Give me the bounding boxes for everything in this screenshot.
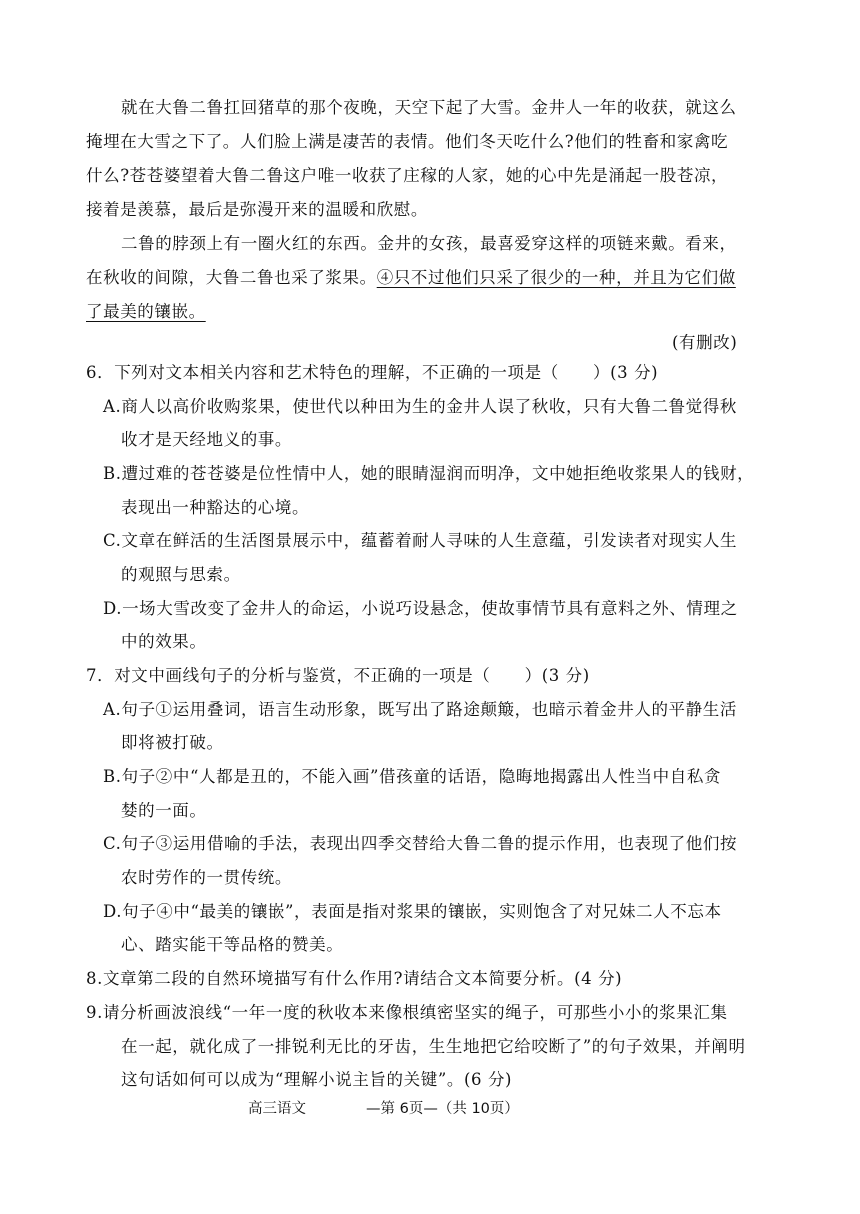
question-9-line: 9.请分析画波浪线“一年一度的秋收本来像根缜密坚实的绳子，可那些小小的浆果汇集 <box>86 1003 728 1022</box>
passage-line <box>86 298 206 322</box>
question-7-option-d: D.句子④中“最美的镶嵌”，表面是指对浆果的镶嵌，实则饱含了对兄妹二人不忘本 <box>103 902 722 921</box>
question-7-option-c-cont: 农时劳作的一贯传统。 <box>121 868 292 887</box>
question-6-option-c: C.文章在鲜活的生活图景展示中，蕴蓄着耐人寻味的人生意蕴，引发读者对现实人生 <box>103 531 738 550</box>
passage-line: 什么?苍苍婆望着大鲁二鲁这户唯一收获了庄稼的人家，她的心中先是涌起一股苍凉， <box>86 166 729 185</box>
question-6-option-a: A.商人以高价收购浆果，使世代以种田为生的金井人误了秋收，只有大鲁二鲁觉得秋 <box>103 397 737 416</box>
passage-line: 接着是羡慕，最后是弥漫开来的温暖和欣慰。 <box>86 200 428 219</box>
passage-line: 就在大鲁二鲁扛回猪草的那个夜晚，天空下起了大雪。金井人一年的收获，就这么 <box>121 98 737 117</box>
question-6-option-c-cont: 的观照与思索。 <box>121 565 241 584</box>
question-6-option-d: D.一场大雪改变了金井人的命运，小说巧设悬念，使故事情节具有意料之外、情理之 <box>103 599 738 618</box>
question-6-stem: 6．下列对文本相关内容和艺术特色的理解，不正确的一项是（ ）(3 分) <box>86 363 659 382</box>
question-6-option-d-cont: 中的效果。 <box>121 632 207 651</box>
question-9-line: 这句话如何可以成为“理解小说主旨的关键”。(6 分) <box>121 1070 513 1089</box>
passage-text: 在秋收的间隙，大鲁二鲁也采了浆果。 <box>86 268 377 287</box>
underlined-sentence-4: ④只不过他们只采了很少的一种，并且为它们做 <box>376 268 736 287</box>
footer-page-number: —第 6页—（共 10页） <box>366 1101 519 1117</box>
question-9-line: 在一起，就化成了一排锐利无比的牙齿，生生地把它给咬断了”的句子效果，并阐明 <box>121 1037 746 1056</box>
footer-subject: 高三语文 <box>248 1101 306 1117</box>
passage-line <box>86 264 736 288</box>
passage-line: 掩埋在大雪之下了。人们脸上满是凄苦的表情。他们冬天吃什么?他们的牲畜和家禽吃 <box>86 132 729 151</box>
question-7-option-a: A.句子①运用叠词，语言生动形象，既写出了路途颠簸，也暗示着金井人的平静生活 <box>103 700 737 719</box>
question-6-option-b: B.遭过难的苍苍婆是位性情中人，她的眼睛湿润而明净，文中她拒绝收浆果人的钱财， <box>103 464 755 483</box>
question-6-option-b-cont: 表现出一种豁达的心境。 <box>121 498 310 517</box>
source-note: (有删改) <box>672 333 738 352</box>
question-7-option-a-cont: 即将被打破。 <box>121 733 224 752</box>
underlined-sentence-4-end: 了最美的镶嵌。 <box>86 302 206 321</box>
question-7-option-b-cont: 婪的一面。 <box>121 801 207 820</box>
question-7-option-b: B.句子②中“人都是丑的，不能入画”借孩童的话语，隐晦地揭露出人性当中自私贪 <box>103 767 722 786</box>
question-7-stem: 7．对文中画线句子的分析与鉴赏，不正确的一项是（ ）(3 分) <box>86 666 590 685</box>
question-7-option-d-cont: 心、踏实能干等品格的赞美。 <box>121 935 344 954</box>
question-6-option-a-cont: 收才是天经地义的事。 <box>121 430 292 449</box>
question-8: 8.文章第二段的自然环境描写有什么作用?请结合文本简要分析。(4 分) <box>86 969 623 988</box>
passage-line: 二鲁的脖颈上有一圈火红的东西。金井的女孩，最喜爱穿这样的项链来戴。看来， <box>121 234 737 253</box>
question-7-option-c: C.句子③运用借喻的手法，表现出四季交替给大鲁二鲁的提示作用，也表现了他们按 <box>103 834 738 853</box>
